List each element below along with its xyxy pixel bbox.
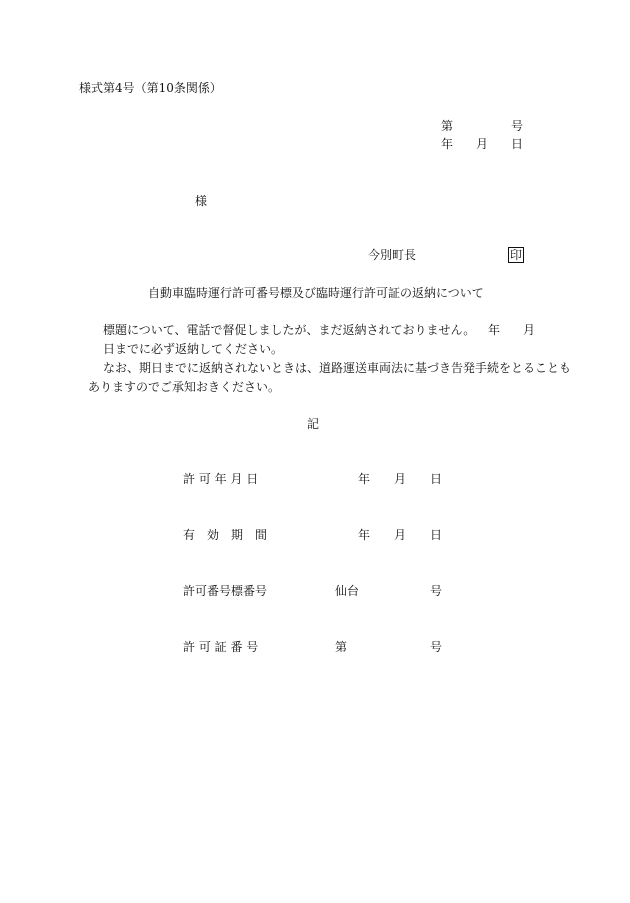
- field-prefix: 第: [335, 640, 348, 654]
- form-label: 様式第4号（第10条関係）: [79, 81, 222, 95]
- addressee-suffix: 様: [195, 194, 208, 208]
- body-line-1-year: 年: [488, 323, 501, 337]
- body-line-2: 日までに必ず返納してください。: [103, 342, 284, 356]
- field-valid-period: [0, 527, 630, 543]
- field-permit-cert-number: [0, 639, 630, 655]
- field-label: 許可番号標番号: [183, 584, 268, 598]
- field-month: 月: [394, 528, 407, 542]
- field-plate-number: [0, 583, 630, 599]
- field-prefix: 仙台: [335, 584, 360, 598]
- field-permit-date: [0, 471, 630, 487]
- document-title: 自動車臨時運行許可番号標及び臨時運行許可証の返納について: [148, 286, 484, 300]
- body-line-4: ありますのでご承知おきください。: [88, 380, 281, 394]
- field-day: 日: [430, 528, 443, 542]
- doc-date-day: 日: [511, 137, 524, 151]
- seal-mark: 印: [510, 248, 523, 262]
- doc-number-dai: 第: [441, 119, 454, 133]
- seal-box: [508, 247, 524, 263]
- field-go: 号: [430, 640, 443, 654]
- field-label: 有 効 期 間: [183, 528, 268, 542]
- field-year: 年: [358, 528, 371, 542]
- field-go: 号: [430, 584, 443, 598]
- field-label: 許 可 証 番 号: [183, 640, 259, 654]
- doc-date-month: 月: [476, 137, 489, 151]
- issuer-name: 今別町長: [368, 248, 417, 262]
- ki-mark: 記: [307, 417, 320, 431]
- body-line-1-month: 月: [523, 323, 536, 337]
- field-day: 日: [430, 472, 443, 486]
- field-label: 許 可 年 月 日: [183, 472, 259, 486]
- body-line-1: 標題について、電話で督促しましたが、まだ返納されておりません。: [103, 323, 476, 337]
- field-year: 年: [358, 472, 371, 486]
- body-line-3: なお、期日までに返納されないときは、道路運送車両法に基づき告発手続をとることも: [103, 361, 572, 375]
- doc-number-go: 号: [511, 119, 524, 133]
- doc-date-year: 年: [441, 137, 454, 151]
- field-month: 月: [394, 472, 407, 486]
